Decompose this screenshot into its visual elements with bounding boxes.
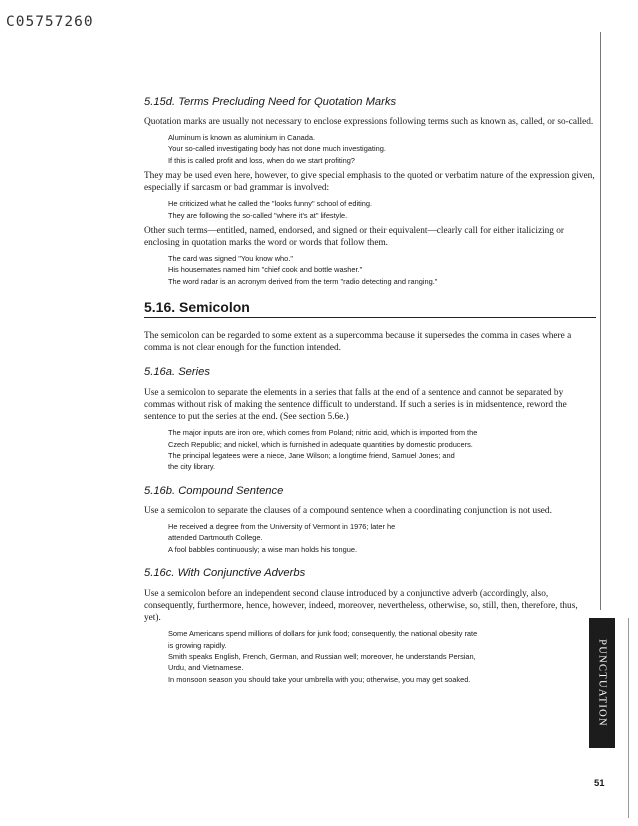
heading-5-16: 5.16. Semicolon — [144, 299, 596, 318]
heading-5-16c: 5.16c. With Conjunctive Adverbs — [144, 567, 306, 580]
page-number: 51 — [594, 778, 605, 789]
examples-5-15d-2 — [144, 198, 596, 221]
example-line: Aluminum is known as aluminium in Canada. — [168, 133, 316, 142]
example-line: Smith speaks English, French, German, and Russian well; moreover, he understands Persian, — [168, 651, 476, 661]
example-line: He received a degree from the University of Vermont in 1976; later he — [168, 521, 396, 531]
example-line: is growing rapidly. — [168, 640, 227, 650]
paragraph-5-15d-intro: Quotation marks are usually not necessary to enclose expressions following terms such as known as, called, or so-called. — [144, 117, 594, 127]
example-line: He criticized what he called the "looks funny" school of editing. — [168, 199, 373, 209]
example-line: Czech Republic; and nickel, which is furnished in adequate quantities by domestic producers. — [168, 439, 473, 449]
page-content — [144, 96, 596, 685]
examples-5-15d-3 — [144, 253, 596, 287]
margin-rule — [600, 32, 601, 610]
heading-5-16b: 5.16b. Compound Sentence — [144, 484, 284, 497]
example-line: A fool babbles continuously; a wise man holds his tongue. — [168, 544, 357, 554]
paragraph-5-15d-2: They may be used even here, however, to give special emphasis to the quoted or verbatim nature of the expression given, especially if sarcasm or bad grammar is involved: — [144, 171, 595, 194]
examples-5-16a — [144, 427, 596, 473]
heading-5-16a: 5.16a. Series — [144, 366, 210, 379]
example-line: If this is called profit and loss, when do we start profiting? — [168, 155, 355, 165]
example-line: the city library. — [168, 462, 216, 472]
document-id: C05757260 — [6, 14, 94, 30]
example-line: Some Americans spend millions of dollars for junk food; consequently, the national obesity rate — [168, 629, 478, 639]
example-line: In monsoon season you should take your umbrella with you; otherwise, you may get soaked. — [168, 674, 471, 684]
example-line: Your so-called investigating body has not done much investigating. — [168, 144, 386, 154]
side-tab-label: PUNCTUATION — [596, 639, 608, 727]
paragraph-5-16b: Use a semicolon to separate the clauses of a compound sentence when a coordinating conjunction is not used. — [144, 505, 552, 516]
example-line: They are following the so-called "where it's at" lifestyle. — [168, 210, 348, 220]
chapter-side-tab — [589, 618, 615, 748]
paragraph-5-16a: Use a semicolon to separate the elements in a series that falls at the end of a sentence and cannot be separated by commas without risk of making the sentence difficult to understand. If such a series is in midsentence, reword the sentence to put the series at the end. (See section 5.6e.) — [144, 388, 567, 423]
example-line: The card was signed "You know who." — [168, 254, 293, 264]
example-line: His housemates named him "chief cook and bottle washer." — [168, 265, 363, 275]
examples-5-16c — [144, 628, 596, 685]
example-line: Urdu, and Vietnamese. — [168, 663, 244, 673]
example-line: The major inputs are iron ore, which comes from Poland; nitric acid, which is imported from the — [168, 428, 478, 438]
paragraph-5-16c: Use a semicolon before an independent second clause introduced by a conjunctive adverb (accordingly, also, consequently, furthermore, hence, however, indeed, moreover, nevertheless, otherwise, so, still, then, therefore, thus, yet). — [144, 589, 578, 624]
heading-5-15d: 5.15d. Terms Precluding Need for Quotation Marks — [144, 96, 397, 108]
examples-5-16b — [144, 521, 596, 555]
paragraph-5-16-intro: The semicolon can be regarded to some extent as a supercomma because it supersedes the comma in cases where a comma is not clear enough for the function intended. — [144, 331, 572, 354]
examples-5-15d-1 — [144, 132, 596, 166]
example-line: attended Dartmouth College. — [168, 533, 263, 543]
edge-rule — [628, 618, 629, 818]
example-line: The principal legatees were a niece, Jane Wilson; a longtime friend, Samuel Jones; and — [168, 451, 455, 461]
example-line: The word radar is an acronym derived from the term "radio detecting and ranging." — [168, 276, 438, 286]
paragraph-5-15d-3: Other such terms—entitled, named, endorsed, and signed or their equivalent—clearly call for either italicizing or enclosing in quotation marks the word or words that follow them. — [144, 226, 565, 249]
